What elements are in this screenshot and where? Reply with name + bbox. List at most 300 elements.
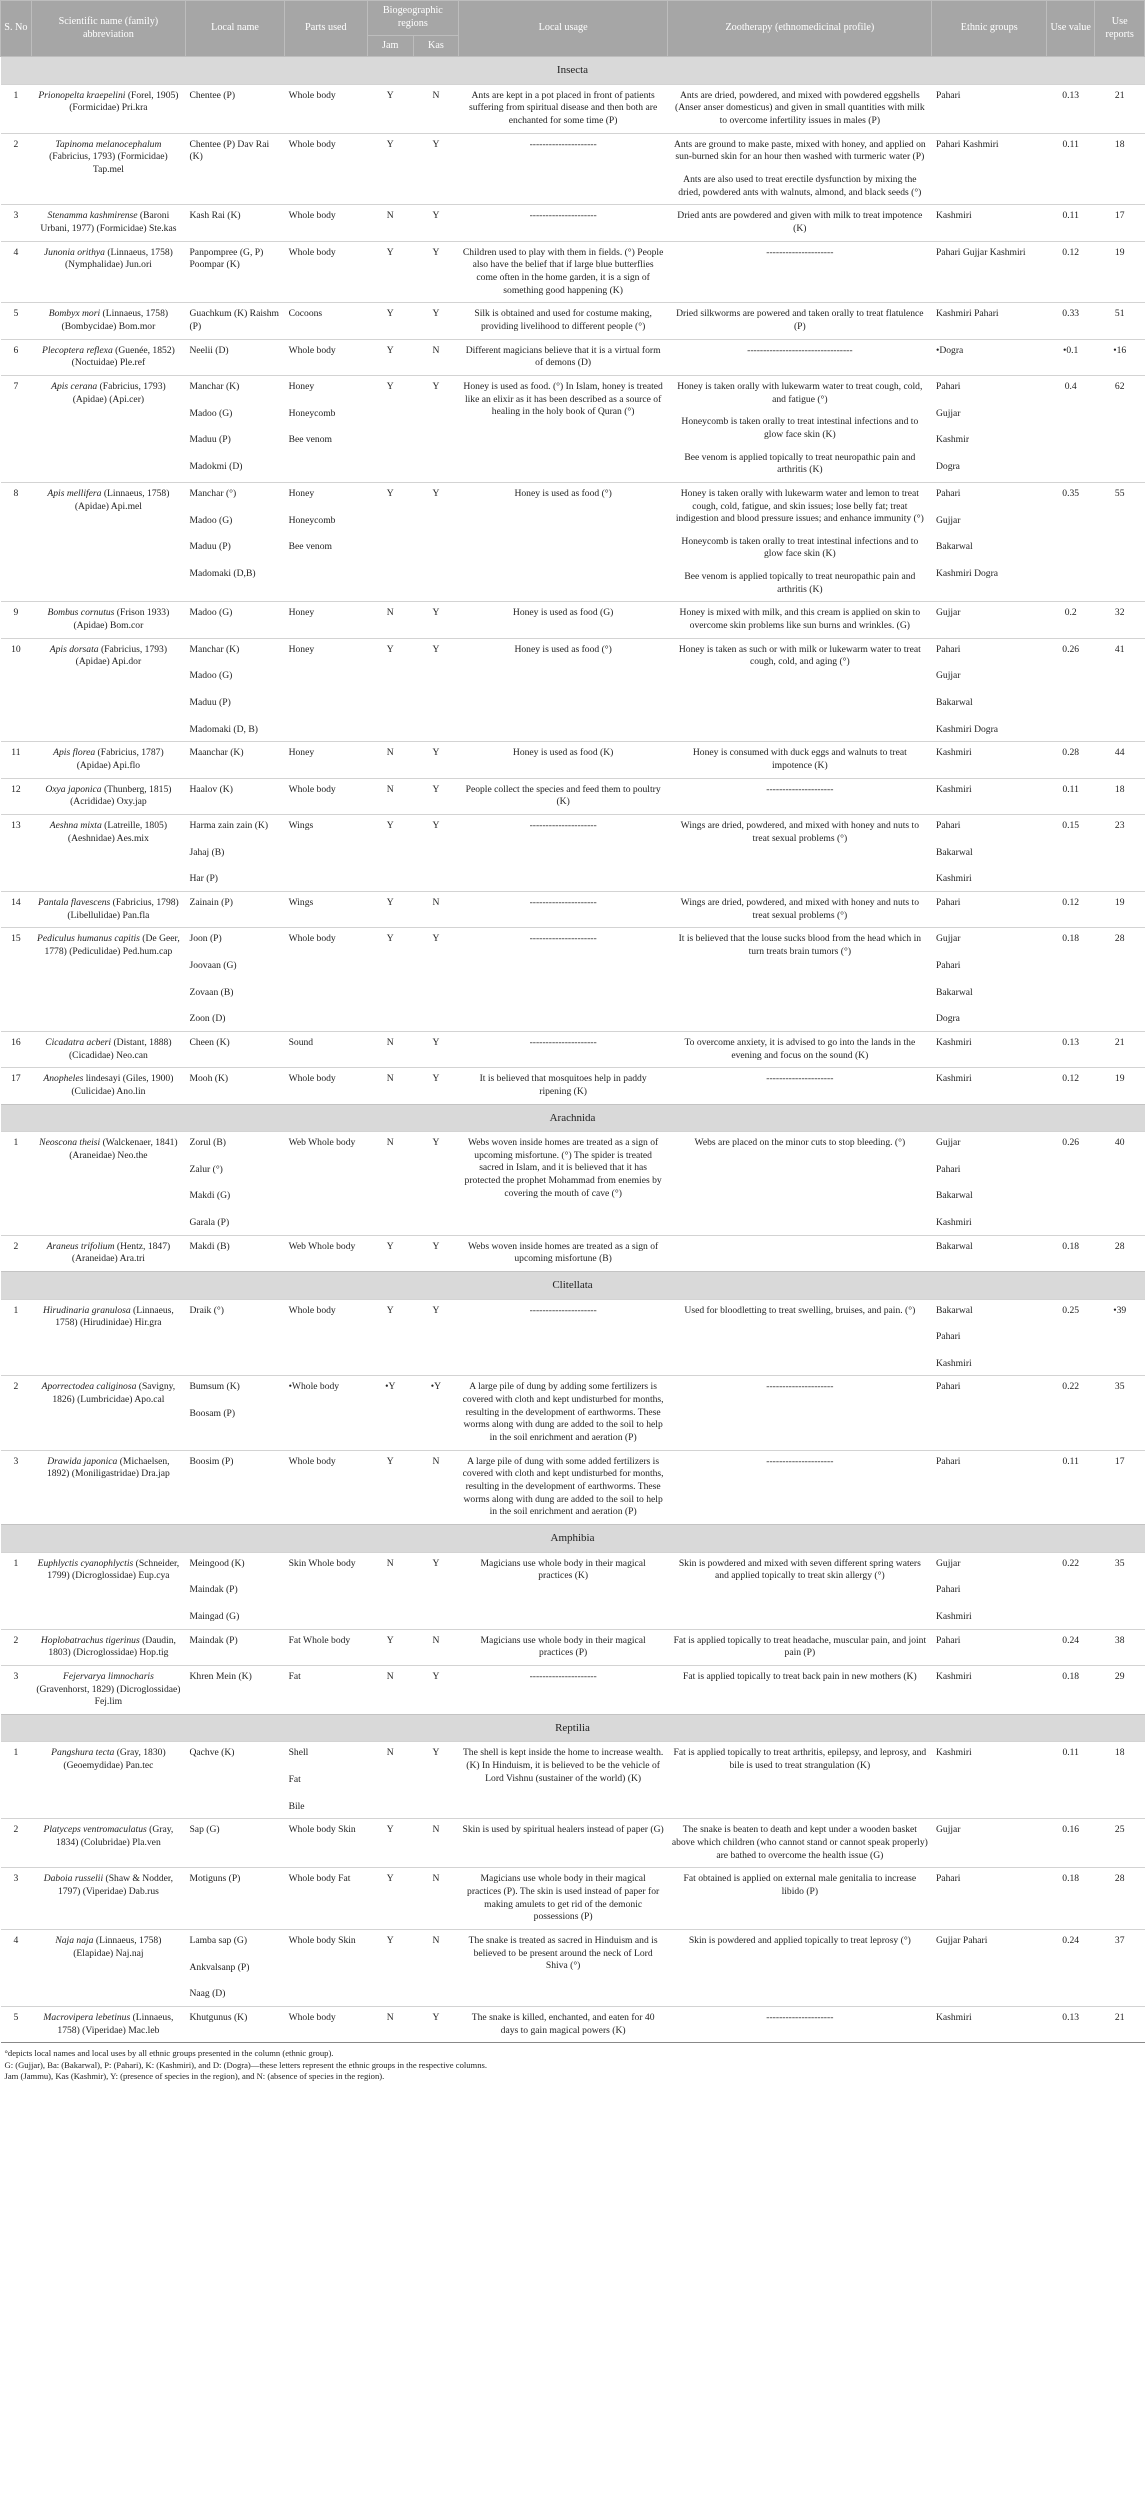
zootherapy: --------------------- [766, 2011, 834, 2023]
row-number: 6 [1, 339, 32, 375]
local-usage-cell [459, 638, 668, 742]
jam-presence: N [367, 778, 413, 814]
ethnic-group: Gujjar [935, 1824, 961, 1836]
local-usage-cell [459, 1450, 668, 1524]
local-usage: Webs woven inside homes are treated as a sign of upcoming misfortune (B) [468, 1240, 659, 1265]
authority: (Schneider, 1799) (Dicroglossidae) Eup.cya [47, 1557, 180, 1582]
kas-presence: •Y [413, 1376, 458, 1450]
local-name: Zorul (B) [189, 1137, 226, 1149]
scientific-name-cell [31, 241, 185, 303]
local-name: Maindak (P) [189, 1634, 238, 1646]
authority: (Linnaeus, 1758) (Viperidae) Mac.leb [57, 2011, 174, 2036]
use-reports: •39 [1095, 1299, 1145, 1376]
authority: (Gray, 1830) (Geoemydidae) Pan.tec [63, 1747, 166, 1771]
ethnic-group-cell [932, 303, 1047, 339]
local-usage-cell [459, 1235, 668, 1271]
row-number: 7 [1, 375, 32, 482]
part-used: Fat [288, 1670, 301, 1682]
part-used-cell [285, 742, 368, 778]
ethnic-group: Kashmiri [935, 1217, 972, 1229]
use-reports: 21 [1095, 2006, 1145, 2042]
col-jam: Jam [367, 35, 413, 57]
part-used-cell [285, 1868, 368, 1930]
scientific-name: Macrovipera lebetinus [43, 2011, 131, 2023]
use-value: 0.26 [1046, 638, 1094, 742]
use-reports: 23 [1095, 815, 1145, 892]
scientific-name: Apis mellifera [47, 487, 102, 499]
scientific-name-cell [31, 1299, 185, 1376]
local-usage: Honey is used as food. (°) In Islam, honey is treated like an elixir as it has been described as a source of healing in the holy book of Quran (°) [463, 380, 663, 418]
zootherapy-cell [668, 891, 932, 927]
scientific-name-cell [31, 84, 185, 133]
table-body [1, 57, 1145, 2043]
local-name: Madomaki (D, B) [189, 723, 258, 735]
table-row [1, 1450, 1145, 1524]
local-usage-cell [459, 815, 668, 892]
use-reports: 38 [1095, 1629, 1145, 1665]
local-name-cell [185, 205, 284, 241]
local-name-cell [185, 241, 284, 303]
part-used: Honeycomb [288, 407, 336, 419]
authority: (Guenée, 1852) (Noctuidae) Ple.ref [71, 344, 175, 369]
part-used: •Whole body [288, 1381, 340, 1393]
scientific-name-cell [31, 1235, 185, 1271]
kas-presence: Y [413, 205, 458, 241]
kas-presence: Y [413, 133, 458, 205]
local-name: Harma zain zain (K) [189, 820, 269, 832]
row-number: 14 [1, 891, 32, 927]
part-used: Sound [288, 1036, 314, 1048]
jam-presence: N [367, 1132, 413, 1236]
part-used-cell [285, 241, 368, 303]
scientific-name-cell [31, 891, 185, 927]
local-name: Madoo (G) [189, 607, 233, 619]
scientific-name: Euphlyctis cyanophlyctis [37, 1557, 134, 1569]
ethnic-group: Pahari [935, 487, 961, 499]
zootherapy-cell [668, 1552, 932, 1629]
local-name: Khutgunus (K) [189, 2011, 248, 2023]
part-used: Bee venom [288, 434, 332, 446]
zootherapy: Fat is applied topically to treat headache, muscular pain, and joint pain (P) [673, 1634, 927, 1659]
part-used-cell [285, 891, 368, 927]
ethnic-group: Kashmiri [935, 1073, 972, 1085]
kas-presence: Y [413, 1299, 458, 1376]
jam-presence: Y [367, 241, 413, 303]
ethnic-group: Kashmiri [935, 2011, 972, 2023]
kas-presence: Y [413, 303, 458, 339]
use-reports: 21 [1095, 1031, 1145, 1067]
zootherapy: Dried silkworms are powered and taken orally to treat flatulence (P) [676, 308, 924, 332]
ethnic-group-cell [932, 1376, 1047, 1450]
scientific-name-cell [31, 1868, 185, 1930]
part-used: Whole body [288, 1455, 336, 1467]
zootherapy-cell [668, 602, 932, 638]
jam-presence: •Y [367, 1376, 413, 1450]
authority: (Linnaeus, 1758) (Hirudinidae) Hir.gra [55, 1304, 174, 1329]
ethnic-group: Pahari [935, 959, 961, 971]
local-name: Maduu (P) [189, 434, 231, 446]
local-name: Makdi (B) [189, 1240, 230, 1252]
kas-presence: N [413, 1929, 458, 2006]
zootherapy-cell [668, 482, 932, 602]
part-used: Honey [288, 747, 315, 759]
part-used: Fat Whole body [288, 1634, 351, 1646]
ethnic-group-cell [932, 1068, 1047, 1104]
zootherapy: --------------------- [766, 1455, 834, 1467]
part-used: Wings [288, 896, 314, 908]
zootherapy-cell [668, 1665, 932, 1714]
part-used: Bile [288, 1800, 305, 1812]
zootherapy-cell [668, 205, 932, 241]
local-name-cell [185, 1132, 284, 1236]
local-name: Haalov (K) [189, 783, 233, 795]
jam-presence: Y [367, 638, 413, 742]
ethnic-group: Pahari [935, 1331, 961, 1343]
use-reports: 37 [1095, 1929, 1145, 2006]
row-number: 17 [1, 1068, 32, 1104]
part-used: Whole body [288, 138, 336, 150]
local-name-cell [185, 133, 284, 205]
local-name-cell [185, 1235, 284, 1271]
part-used-cell [285, 1819, 368, 1868]
part-used-cell [285, 133, 368, 205]
scientific-name-cell [31, 815, 185, 892]
scientific-name: Pantala flavescens [38, 896, 111, 908]
zootherapy: Bee venom is applied topically to treat neuropathic pain and arthritis (K) [684, 451, 916, 476]
zootherapy: Honey is mixed with milk, and this cream is applied on skin to overcome skin problems like sun burns and wrinkles. (G) [679, 607, 921, 632]
row-number: 3 [1, 1868, 32, 1930]
authority: (Shaw & Nodder, 1797) (Viperidae) Dab.rus [57, 1873, 174, 1897]
ethnic-group: Dogra [935, 1013, 960, 1025]
scientific-name-cell [31, 482, 185, 602]
use-value: 0.12 [1046, 1068, 1094, 1104]
local-name-cell [185, 303, 284, 339]
authority: (Linnaeus, 1758) (Bombycidae) Bom.mor [61, 308, 169, 332]
row-number: 4 [1, 241, 32, 303]
section-title: Arachnida [1, 1104, 1145, 1132]
local-usage: The snake is treated as sacred in Hinduism and is believed to be present around the neck of Lord Shiva (°) [468, 1934, 658, 1972]
use-value: 0.16 [1046, 1819, 1094, 1868]
kas-presence: N [413, 84, 458, 133]
zootherapy: Ants are ground to make paste, mixed with honey, and applied on sun-burned skin for an hour then washed with turmeric water (P) [674, 138, 926, 163]
ethnic-group-cell [932, 778, 1047, 814]
part-used: Whole body [288, 210, 336, 222]
scientific-name-cell [31, 375, 185, 482]
local-name-cell [185, 778, 284, 814]
kas-presence: N [413, 1868, 458, 1930]
authority: (Linnaeus, 1758) (Nymphalidae) Jun.ori [64, 246, 173, 271]
authority: (Frison 1933) (Apidae) Bom.cor [73, 607, 170, 632]
zootherapy-cell [668, 1629, 932, 1665]
part-used-cell [285, 375, 368, 482]
use-value: 0.35 [1046, 482, 1094, 602]
local-name-cell [185, 1819, 284, 1868]
use-value: 0.13 [1046, 2006, 1094, 2042]
ethnic-group: Pahari [935, 1163, 961, 1175]
ethnic-group: Pahari Kashmiri [935, 138, 999, 150]
jam-presence: Y [367, 1299, 413, 1376]
local-name: Maduu (P) [189, 541, 231, 553]
use-value: 0.28 [1046, 742, 1094, 778]
local-usage-cell [459, 133, 668, 205]
scientific-name-cell [31, 1819, 185, 1868]
local-name-cell [185, 602, 284, 638]
authority: (Fabricius, 1793) (Apidae) Api.dor [75, 643, 168, 668]
part-used: Whole body Skin [288, 1934, 356, 1946]
authority: (Fabricius, 1793) (Apidae) (Api.cer) [72, 380, 166, 405]
col-local-usage: Local usage [459, 1, 668, 57]
local-usage: --------------------- [529, 933, 597, 945]
local-name: Khren Mein (K) [189, 1670, 252, 1682]
jam-presence: Y [367, 1450, 413, 1524]
part-used: Whole body Fat [288, 1873, 351, 1885]
col-use-value: Use value [1046, 1, 1094, 57]
part-used: Honeycomb [288, 514, 336, 526]
ethnic-group: Kashmiri [935, 1610, 972, 1622]
use-value: 0.12 [1046, 241, 1094, 303]
authority: (Fabricius, 1798) (Libellulidae) Pan.fla [67, 896, 179, 921]
part-used: Whole body [288, 246, 336, 258]
use-value: 0.22 [1046, 1376, 1094, 1450]
jam-presence: N [367, 602, 413, 638]
local-name: Kash Rai (K) [189, 210, 241, 222]
local-usage-cell [459, 1742, 668, 1819]
part-used-cell [285, 1376, 368, 1450]
scientific-name-cell [31, 1132, 185, 1236]
col-kas: Kas [413, 35, 458, 57]
jam-presence: N [367, 205, 413, 241]
authority: (De Geer, 1778) (Pediculidae) Ped.hum.cap [44, 933, 180, 957]
col-sno: S. No [1, 1, 32, 57]
table-row [1, 1629, 1145, 1665]
local-usage: --------------------- [529, 138, 597, 150]
kas-presence: Y [413, 1742, 458, 1819]
use-reports: 18 [1095, 1742, 1145, 1819]
use-reports: •16 [1095, 339, 1145, 375]
ethnic-group: Kashmiri [935, 210, 972, 222]
table-row [1, 1132, 1145, 1236]
local-usage: A large pile of dung by adding some fertilizers is covered with cloth and kept undisturbed for months, resulting in the development of earthworms. These worms along with dung are added to the soil to help in the soil enrichment and aeration (P) [462, 1381, 664, 1444]
local-name-cell [185, 339, 284, 375]
scientific-name-cell [31, 339, 185, 375]
part-used-cell [285, 205, 368, 241]
ethnic-group: Kashmiri Dogra [935, 723, 999, 735]
zootherapy: Honey is taken as such or with milk or lukewarm water to treat cough, cold, and aging (°) [678, 643, 921, 668]
row-number: 8 [1, 482, 32, 602]
scientific-name: Apis cerana [51, 380, 98, 392]
use-reports: 29 [1095, 1665, 1145, 1714]
scientific-name-cell [31, 1742, 185, 1819]
local-usage: Skin is used by spiritual healers instead of paper (G) [462, 1824, 664, 1836]
local-name: Maingad (G) [189, 1610, 240, 1622]
local-name: Joon (P) [189, 933, 222, 945]
authority: (Distant, 1888) (Cicadidae) Neo.can [68, 1036, 172, 1061]
zootherapy-cell [668, 1235, 932, 1271]
local-name-cell [185, 1068, 284, 1104]
zootherapy-cell [668, 1068, 932, 1104]
use-value: 0.11 [1046, 1450, 1094, 1524]
ethnic-group: Kashmiri [935, 783, 972, 795]
ethnic-group: Kashmiri Dogra [935, 567, 999, 579]
table-row [1, 339, 1145, 375]
row-number: 10 [1, 638, 32, 742]
section-title: Clitellata [1, 1272, 1145, 1300]
col-use-reports: Use reports [1095, 1, 1145, 57]
ethnic-group-cell [932, 1031, 1047, 1067]
authority: (Baroni Urbani, 1977) (Formicidae) Ste.kas [40, 210, 177, 235]
part-used-cell [285, 1552, 368, 1629]
row-number: 1 [1, 1552, 32, 1629]
part-used-cell [285, 84, 368, 133]
footnote: Jam (Jammu), Kas (Kashmir), Y: (presence of species in the region), and N: (absence of species in the region). [4, 2071, 385, 2082]
use-reports: 21 [1095, 84, 1145, 133]
local-usage-cell [459, 1376, 668, 1450]
ethnic-group: Kashmiri Pahari [935, 308, 999, 320]
scientific-name-cell [31, 2006, 185, 2042]
jam-presence: N [367, 1068, 413, 1104]
use-value: 0.24 [1046, 1929, 1094, 2006]
ethnic-group: Bakarwal [935, 1190, 973, 1202]
authority: (Forel, 1905) (Formicidae) Pri.kra [69, 89, 179, 114]
use-value: 0.15 [1046, 815, 1094, 892]
authority: lindesayi (Giles, 1900) (Culicidae) Ano.lin [71, 1073, 174, 1097]
part-used-cell [285, 778, 368, 814]
scientific-name: Tapinoma melanocephalum [55, 138, 162, 150]
scientific-name: Aeshna mixta [49, 820, 102, 832]
zootherapy-cell [668, 375, 932, 482]
ethnic-group: Pahari [935, 1634, 961, 1646]
table-row [1, 482, 1145, 602]
scientific-name-cell [31, 303, 185, 339]
use-value: 0.11 [1046, 778, 1094, 814]
ethnic-group: Dogra [935, 460, 960, 472]
part-used: Whole body [288, 344, 336, 356]
scientific-name: Bombyx mori [48, 308, 101, 320]
local-usage: --------------------- [529, 820, 597, 832]
ethnic-group-cell [932, 1552, 1047, 1629]
use-value: 0.4 [1046, 375, 1094, 482]
local-name: Panpompree (G, P) Poompar (K) [189, 246, 264, 271]
col-local-name: Local name [185, 1, 284, 57]
jam-presence: Y [367, 339, 413, 375]
local-usage: --------------------- [529, 1670, 597, 1682]
kas-presence: Y [413, 602, 458, 638]
local-name: Madokmi (D) [189, 460, 243, 472]
ethnic-group: Pahari [935, 820, 961, 832]
authority: (Thunberg, 1815) (Acrididae) Oxy.jap [70, 783, 172, 808]
authority: (Daudin, 1803) (Dicroglossidae) Hop.tig [48, 1634, 176, 1659]
local-name-cell [185, 1868, 284, 1930]
zootherapy: Wings are dried, powdered, and mixed with honey and nuts to treat sexual problems (°) [680, 820, 920, 844]
use-value: •0.1 [1046, 339, 1094, 375]
zootherapy: Skin is powdered and mixed with seven different spring waters and applied topically to treat skin allergy (°) [678, 1557, 921, 1582]
jam-presence: N [367, 1665, 413, 1714]
part-used-cell [285, 1031, 368, 1067]
use-reports: 55 [1095, 482, 1145, 602]
zootherapy: Honey is taken orally with lukewarm water and lemon to treat cough, cold, fatigue, and skin issues; lose belly fat; treat indigestion and blood pressure issues; and enhance immunity (°) [675, 487, 924, 525]
zootherapy: Used for bloodletting to treat swelling, bruises, and pain. (°) [684, 1304, 916, 1316]
table-row [1, 1819, 1145, 1868]
row-number: 1 [1, 1742, 32, 1819]
local-usage-cell [459, 205, 668, 241]
ethnic-group: Gujjar [935, 933, 961, 945]
use-reports: 28 [1095, 1235, 1145, 1271]
table-row [1, 1552, 1145, 1629]
scientific-name: Oxya japonica [45, 783, 102, 795]
use-value: 0.18 [1046, 928, 1094, 1032]
local-name-cell [185, 375, 284, 482]
scientific-name: Neoscona theisi [39, 1137, 101, 1149]
local-name: Zoon (D) [189, 1013, 226, 1025]
kas-presence: Y [413, 928, 458, 1032]
scientific-name-cell [31, 1376, 185, 1450]
authority: (Michaelsen, 1892) (Moniligastridae) Dra.jap [46, 1455, 170, 1480]
local-name: Mooh (K) [189, 1073, 229, 1085]
local-usage: Different magicians believe that it is a virtual form of demons (D) [465, 344, 661, 369]
local-usage: Honey is used as food (K) [512, 747, 614, 759]
jam-presence: N [367, 2006, 413, 2042]
local-usage-cell [459, 778, 668, 814]
local-usage: --------------------- [529, 1036, 597, 1048]
zootherapy: Fat is applied topically to treat arthritis, epilepsy, and leprosy, and bile is used to treat strangulation (K) [673, 1747, 927, 1771]
zootherapy-cell [668, 84, 932, 133]
table-row [1, 375, 1145, 482]
part-used-cell [285, 1450, 368, 1524]
local-name: Ankvalsanp (P) [189, 1961, 250, 1973]
table-row [1, 1868, 1145, 1930]
row-number: 3 [1, 1450, 32, 1524]
zootherapy-cell [668, 815, 932, 892]
zootherapy: It is believed that the louse sucks blood from the head which in turn treats brain tumors (°) [678, 933, 922, 957]
table-row [1, 1299, 1145, 1376]
scientific-name: Hoplobatrachus tigerinus [40, 1634, 140, 1646]
local-usage-cell [459, 241, 668, 303]
use-value: 0.13 [1046, 1031, 1094, 1067]
part-used-cell [285, 2006, 368, 2042]
zootherapy: --------------------------------- [747, 344, 853, 356]
table-row [1, 928, 1145, 1032]
zootherapy: --------------------- [766, 783, 834, 795]
local-usage-cell [459, 1819, 668, 1868]
row-number: 15 [1, 928, 32, 1032]
scientific-name: Anopheles [43, 1073, 84, 1085]
scientific-name-cell [31, 1068, 185, 1104]
local-usage-cell [459, 482, 668, 602]
part-used-cell [285, 1132, 368, 1236]
table-row [1, 84, 1145, 133]
scientific-name: Prionopelta kraepelini [38, 89, 126, 101]
part-used: Whole body Skin [288, 1824, 356, 1836]
jam-presence: N [367, 742, 413, 778]
part-used-cell [285, 339, 368, 375]
kas-presence: Y [413, 1132, 458, 1236]
row-number: 3 [1, 205, 32, 241]
zootherapy: --------------------- [766, 1073, 834, 1085]
table-row [1, 638, 1145, 742]
local-usage: Honey is used as food (°) [514, 643, 612, 655]
scientific-name: Araneus trifolium [46, 1240, 115, 1252]
part-used-cell [285, 303, 368, 339]
kas-presence: N [413, 1629, 458, 1665]
local-name: Chentee (P) [189, 89, 236, 101]
table-row [1, 1235, 1145, 1271]
ethnic-group: Kashmiri [935, 873, 972, 885]
use-value: 0.22 [1046, 1552, 1094, 1629]
zootherapy: The snake is beaten to death and kept under a wooden basket above which children (who cannot stand or cannot speak properly) are bathed to overcome the health issue (G) [671, 1824, 928, 1861]
ethnic-group: Kashmiri [935, 1747, 972, 1759]
zootherapy: To overcome anxiety, it is advised to go into the lands in the evening and focus on the sound (K) [684, 1036, 916, 1061]
scientific-name: Pediculus humanus capitis [37, 933, 140, 945]
